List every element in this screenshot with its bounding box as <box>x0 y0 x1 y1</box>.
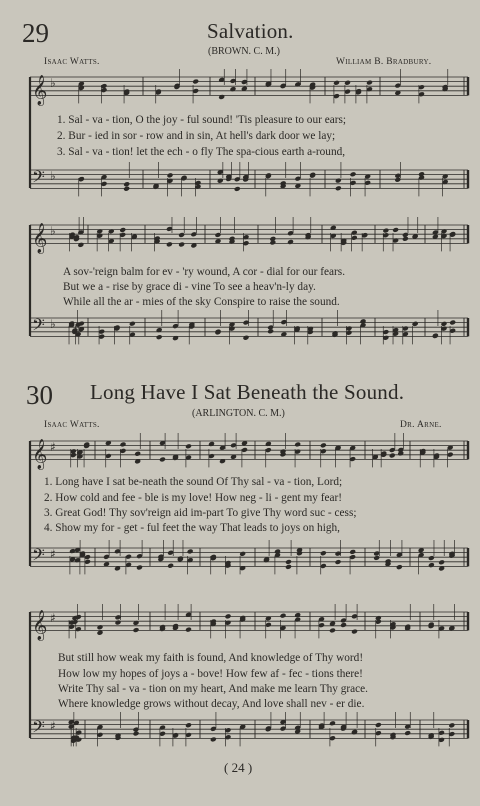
lyric-line: 2. Bur - ied in sor - row and in sin, At hell's dark door we lay; <box>57 130 336 142</box>
note-head <box>136 565 143 571</box>
key-signature-icon: ♭ <box>50 169 56 183</box>
note-head <box>329 720 336 726</box>
note-head <box>448 722 455 728</box>
note-head <box>432 333 439 339</box>
music-credit: William B. Bradbury. <box>336 57 432 67</box>
treble-clef-icon: 𝄞 <box>32 75 48 106</box>
note-head <box>382 228 389 234</box>
note-head <box>187 548 194 554</box>
note-head <box>349 549 356 555</box>
note-head <box>178 242 185 248</box>
note-head <box>351 629 358 635</box>
note-head <box>208 441 215 447</box>
treble-clef-icon: 𝄞 <box>32 610 48 641</box>
note-head <box>185 627 192 633</box>
note-head <box>166 241 173 247</box>
note-head <box>375 722 382 728</box>
note-head <box>156 334 163 340</box>
lyric-line: But we a - rise by grace di - vine To see a heav'n-ly day. <box>63 281 316 293</box>
lyric-line: Write Thy sal - va - tion on my heart, And make me learn Thy grace. <box>58 683 369 695</box>
note-head <box>438 559 445 565</box>
note-head <box>167 563 174 569</box>
note-head <box>428 555 435 561</box>
note-head <box>134 451 141 457</box>
lyric-line: 3. Sal - va - tion! let the ech - o fly The spa-cious earth a-round, <box>57 146 346 158</box>
note-head <box>389 453 396 459</box>
note-head <box>269 236 276 242</box>
note-head <box>123 186 130 192</box>
hymn-title: Salvation. <box>207 19 294 43</box>
note-head <box>340 622 347 628</box>
note-head <box>192 79 199 85</box>
key-signature-icon: ♭ <box>50 76 56 90</box>
lyric-line: While all the ar - mies of the sky Conspire to raise the sound. <box>63 296 340 308</box>
bass-clef-icon: 𝄢 <box>32 314 45 339</box>
note-head <box>366 80 373 86</box>
note-head <box>329 627 336 633</box>
bass-clef-icon: 𝄢 <box>32 716 45 741</box>
note-head <box>217 178 224 184</box>
note-head <box>218 94 225 100</box>
page-number: ( 24 ) <box>224 760 253 775</box>
lyric-line: A sov-'reign balm for ev - 'ry wound, A cor - dial for our fears. <box>63 266 346 278</box>
note-head <box>129 321 136 327</box>
note-head <box>123 181 130 187</box>
lyric-line: 3. Great God! Thy sov'reign aid im-part To give Thy word suc - cess; <box>44 507 357 519</box>
note-head <box>167 172 174 178</box>
tune-name: (ARLINGTON. C. M.) <box>192 408 285 419</box>
lyric-line: 4. Show my for - get - ful feet the way That leads to joys on high, <box>44 522 340 534</box>
hymn-number: 29 <box>22 18 49 48</box>
note-head <box>392 227 399 233</box>
lyric-line: How low my hopes of joys a - bove! How few af - fec - tions there! <box>58 668 363 680</box>
note-head <box>210 736 217 742</box>
bass-clef-icon: 𝄢 <box>32 166 45 191</box>
note-head <box>285 564 292 570</box>
note-head <box>77 242 84 248</box>
note-head <box>335 559 342 565</box>
key-signature-icon: ♯ <box>50 611 56 625</box>
note-head <box>350 171 357 177</box>
note-head <box>239 551 246 557</box>
lyric-line: 2. How cold and fee - ble is my love! How neg - li - gent my fear! <box>44 492 343 504</box>
note-head <box>333 80 340 86</box>
note-head <box>225 613 232 619</box>
key-signature-icon: ♭ <box>50 224 56 238</box>
note-head <box>120 441 127 447</box>
note-head <box>119 227 126 233</box>
note-head <box>185 722 192 728</box>
note-head <box>441 321 448 327</box>
note-head <box>449 320 456 326</box>
note-head <box>404 730 411 736</box>
note-head <box>159 457 166 463</box>
words-credit: Isaac Watts. <box>44 420 100 430</box>
note-head <box>335 178 342 184</box>
key-signature-icon: ♭ <box>50 317 56 331</box>
note-head <box>133 731 140 737</box>
note-head <box>294 612 301 618</box>
bass-clef-icon: 𝄢 <box>32 544 45 569</box>
note-head <box>133 627 140 633</box>
note-head <box>285 559 292 565</box>
note-head <box>97 624 104 630</box>
note-head <box>234 186 241 192</box>
music-credit: Dr. Arne. <box>400 420 442 430</box>
hymn-title: Long Have I Sat Beneath the Sound. <box>90 380 405 404</box>
tune-name: (BROWN. C. M.) <box>208 46 280 57</box>
note-head <box>412 321 419 327</box>
hymn-number: 30 <box>26 380 53 410</box>
lyric-line: But still how weak my faith is found, And knowledge of Thy word! <box>58 652 364 664</box>
lyric-line: Where knowledge grows without decay, And love shall nev - er die. <box>58 698 365 710</box>
note-head <box>185 443 192 449</box>
key-signature-icon: ♯ <box>50 547 56 561</box>
note-head <box>115 620 122 626</box>
note-head <box>344 80 351 86</box>
note-head <box>287 239 294 245</box>
words-credit: Isaac Watts. <box>44 57 100 67</box>
lyric-line: 1. Long have I sat be-neath the sound Of Thy sal - va - tion, Lord; <box>44 476 343 488</box>
key-signature-icon: ♯ <box>50 440 56 454</box>
lyric-line: 1. Sal - va - tion, O the joy - ful sound! 'Tis pleasure to our ears; <box>57 114 347 126</box>
note-head <box>335 185 342 191</box>
treble-clef-icon: 𝄞 <box>32 223 48 254</box>
note-head <box>243 335 250 341</box>
note-head <box>320 550 327 556</box>
key-signature-icon: ♯ <box>50 719 56 733</box>
note-head <box>428 562 435 568</box>
note-head <box>396 564 403 570</box>
treble-clef-icon: 𝄞 <box>32 439 48 470</box>
note-head <box>280 613 287 619</box>
note-head <box>294 441 301 447</box>
note-head <box>320 442 327 448</box>
